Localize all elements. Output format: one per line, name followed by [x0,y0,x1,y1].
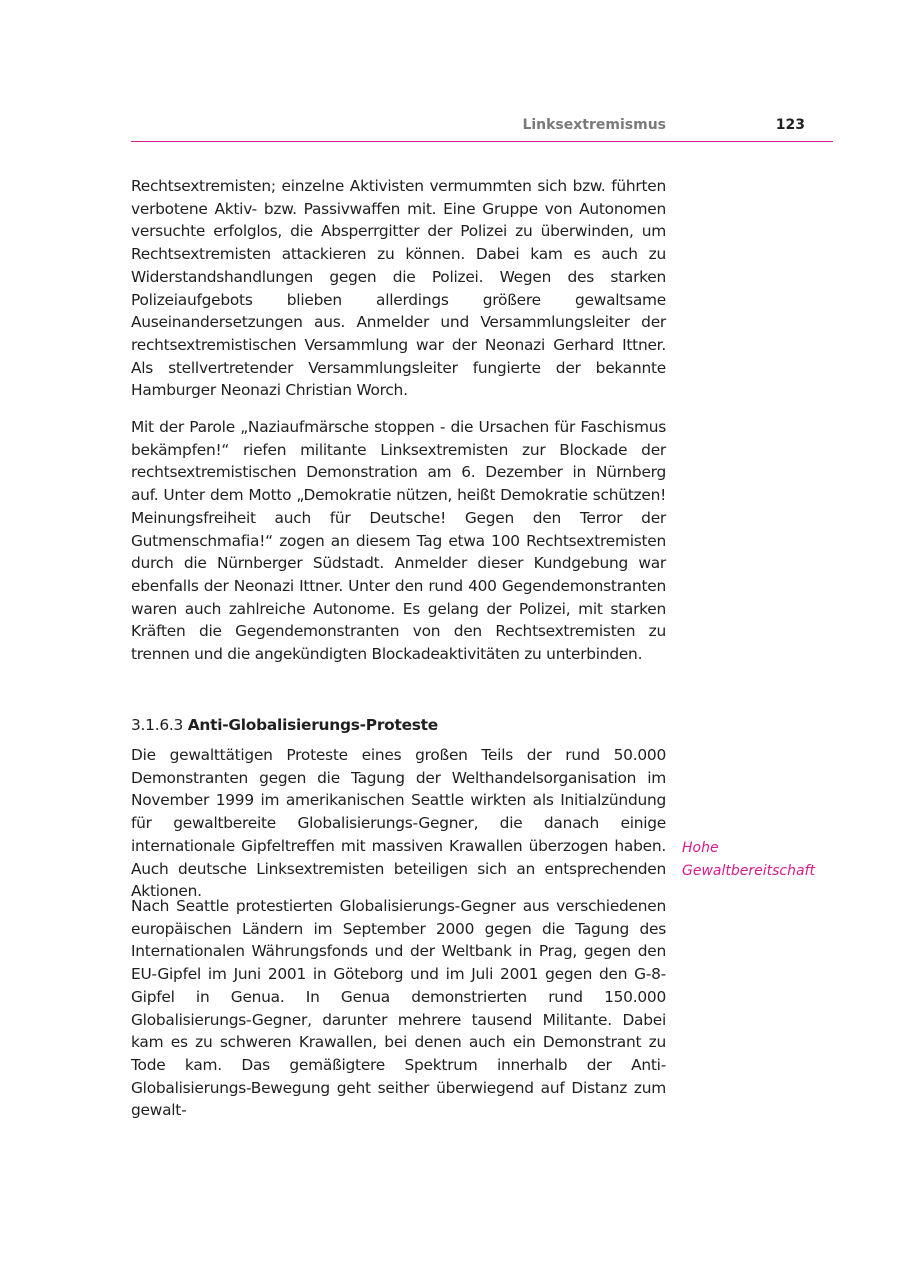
paragraph: Nach Seattle protestierten Globalisierungs-Gegner aus verschiedenen europäischen Ländern im September 2000 gegen die Tagung des Internationalen Währungsfonds und der Weltbank in Prag, gegen den EU-Gipfel im Juni 2001 in Göteborg und im Juli 2001 gegen den G-8-Gipfel in Genua. In Genua demonstrierten rund 150.000 Globalisierungs-Gegner, darunter mehrere tausend Militante. Dabei kam es zu schweren Krawallen, bei denen auch ein Demonstrant zu Tode kam. Das gemäßigtere Spektrum innerhalb der Anti-Globalisierungs-Bewegung geht seither überwiegend auf Distanz zum gewalt- [131,897,666,1120]
text-block-4 [131,895,666,1122]
text-block-1 [131,175,666,402]
section-heading [131,714,666,737]
section-number: 3.1.6.3 [131,716,184,734]
header-title: Linksextremismus [522,117,666,133]
text-block-2 [131,416,666,666]
paragraph: Mit der Parole „Naziaufmärsche stoppen - die Ursachen für Faschismus bekämpfen!“ riefen militante Linksextremisten zur Blockade der rechtsextremistischen Demonstration am 6. Dezember in Nürnberg auf. Unter dem Motto „Demokratie nützen, heißt Demokratie schützen! Meinungsfreiheit auch für Deutsche! Gegen den Terror der Gutmenschmafia!“ zogen an diesem Tag etwa 100 Rechtsextremisten durch die Nürnberger Südstadt. Anmelder dieser Kundgebung war ebenfalls der Neonazi Ittner. Unter den rund 400 Gegendemonstranten waren auch zahlreiche Autonome. Es gelang der Polizei, mit starken Kräften die Gegendemonstranten von den Rechtsextremisten zu trennen und die angekündigten Blockadeaktivitäten zu unterbinden. [131,418,666,664]
page-number: 123 [775,117,805,133]
section-title: Anti-Globalisierungs-Proteste [187,716,438,734]
text-block-3 [131,744,666,903]
header-divider [131,141,833,142]
margin-note: Hohe Gewaltbereitschaft [682,840,815,879]
paragraph: Rechtsextremisten; einzelne Aktivisten vermummten sich bzw. führten verbotene Aktiv- bzw. Passivwaffen mit. Eine Gruppe von Autonomen versuchte erfolglos, die Absperrgitter der Polizei zu überwinden, um Rechtsextremisten attackieren zu können. Dabei kam es auch zu Widerstandshandlungen gegen die Polizei. Wegen des starken Polizeiaufgebots blieben allerdings größere gewaltsame Auseinandersetzungen aus. Anmelder und Versammlungsleiter der rechtsextremistischen Versammlung war der Neonazi Gerhard Ittner. Als stellvertretender Versammlungsleiter fungierte der bekannte Hamburger Neonazi Christian Worch. [131,177,666,400]
paragraph: Die gewalttätigen Proteste eines großen Teils der rund 50.000 Demonstranten gegen die Tagung der Welthandelsorganisation im November 1999 im amerikanischen Seattle wirkten als Initialzündung für gewaltbereite Globalisierungs-Gegner, die danach einige internationale Gipfeltreffen mit massiven Krawallen überzogen haben. Auch deutsche Linksextremisten beteiligen sich an entsprechenden Aktionen. [131,746,666,901]
